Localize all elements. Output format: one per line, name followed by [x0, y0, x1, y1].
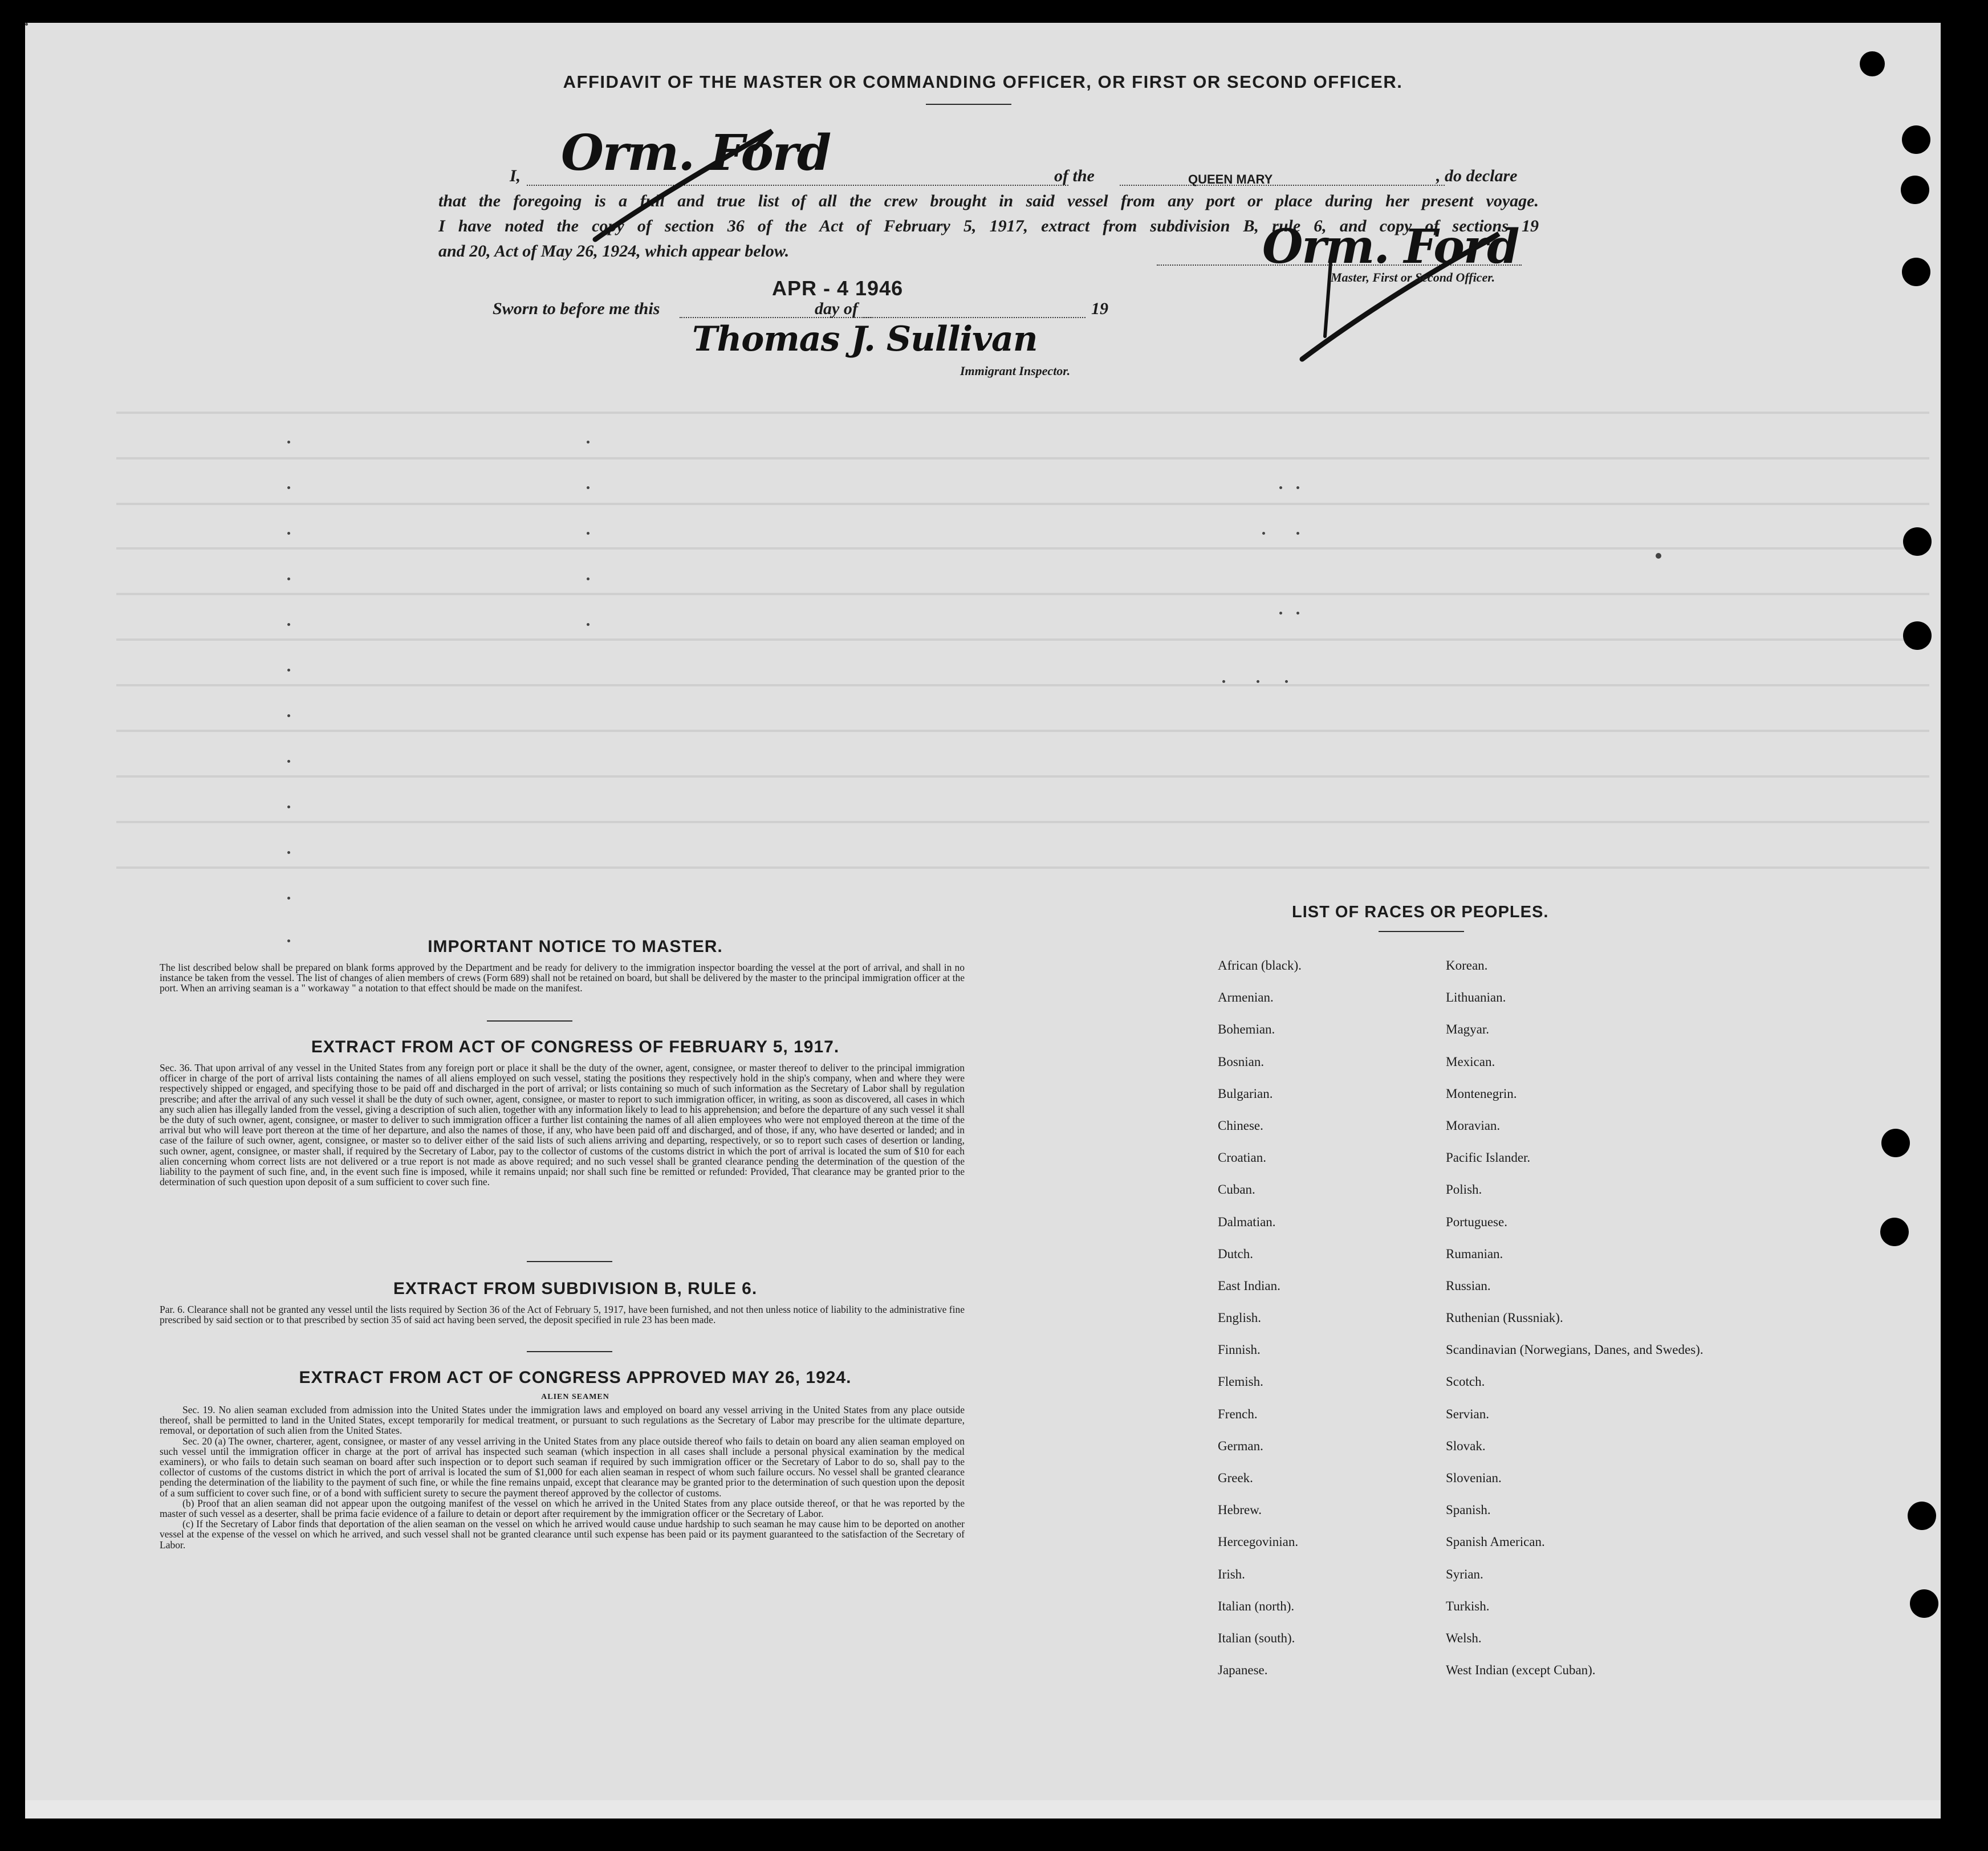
sec-20a-text: Sec. 20 (a) The owner, charterer, agent, consignee, or master of any vessel arriving in the United States from any place outside thereof who fails to detain on board any alien seaman employed on such vessel until the immigration officer in charge at the port of arrival has inspected such seaman (which inspection in all cases shall include a personal physical examination by the medical examiners), or who fails to detain such seaman on board after such inspection or to deport such seaman if required by such immigration officer or the Secretary of Labor to do so, shall pay to the collector of customs of the customs district in which the port of arrival is located the sum of $1,000 for each alien seaman in respect of whom such failure occurs. No vessel shall be granted clearance pending the determination of the liability to the payment of such fine, or while the fine remains unpaid, except that clearance may be granted prior to the determination of such question upon the deposit of a sum sufficient to cover such fine, or of a bond with sufficient surety to secure the payment thereof approved by the collector of customs. — [160, 1435, 965, 1499]
sworn-prefix: Sworn to before me this — [493, 299, 660, 318]
dot-mark — [287, 577, 290, 580]
punch-hole — [1908, 1502, 1936, 1530]
race-item: Syrian. — [1446, 1567, 1483, 1581]
race-item: Servian. — [1446, 1406, 1490, 1421]
races-heading: LIST OF RACES OR PEOPLES. — [1292, 903, 1549, 921]
notice-heading: IMPORTANT NOTICE TO MASTER. — [428, 937, 723, 956]
race-item: Dutch. — [1218, 1246, 1253, 1261]
dot-mark — [1257, 680, 1259, 683]
dot-mark — [1222, 680, 1225, 683]
race-item: Italian (north). — [1218, 1598, 1295, 1613]
dot-mark — [287, 441, 290, 444]
affidavit-i: I, — [510, 166, 521, 185]
dot-mark — [287, 669, 290, 672]
dot-mark — [1296, 612, 1299, 615]
race-item: Korean. — [1446, 958, 1488, 973]
bleed-through-line — [116, 866, 1929, 869]
race-item: Ruthenian (Russniak). — [1446, 1311, 1563, 1325]
sworn-day-of: day of — [815, 299, 858, 318]
sworn-year: 19 — [1091, 299, 1108, 318]
dot-mark — [287, 851, 290, 854]
dot-mark — [1296, 486, 1299, 489]
race-item: Montenegrin. — [1446, 1086, 1517, 1101]
race-item: Scandinavian (Norwegians, Danes, and Swedes). — [1446, 1343, 1704, 1357]
dot-mark — [287, 623, 290, 626]
date-stamp: APR - 4 1946 — [772, 276, 904, 300]
race-item: Bulgarian. — [1218, 1086, 1273, 1101]
race-item: East Indian. — [1218, 1278, 1280, 1293]
dot-mark — [287, 897, 290, 900]
race-item: Irish. — [1218, 1567, 1245, 1581]
title-rule — [926, 104, 1011, 105]
dot-mark — [587, 486, 590, 489]
affidavit-line-4: and 20, Act of May 26, 1924, which appear below. — [438, 242, 790, 261]
punch-hole — [1881, 1129, 1910, 1157]
punch-hole — [1880, 1218, 1909, 1246]
inspector-signature: Thomas J. Sullivan — [692, 319, 1038, 359]
races-right-column — [1446, 950, 1704, 1686]
punch-hole — [1901, 176, 1929, 204]
bleed-through-line — [116, 593, 1929, 595]
affidavit-of-the: of the — [1054, 166, 1095, 185]
section-rule — [527, 1351, 612, 1352]
dot-mark — [587, 532, 590, 535]
race-item: French. — [1218, 1406, 1258, 1421]
race-item: Cuban. — [1218, 1182, 1255, 1197]
race-item: German. — [1218, 1438, 1263, 1453]
dot-mark — [287, 760, 290, 763]
sworn-month-blank — [863, 317, 1086, 318]
race-item: Turkish. — [1446, 1598, 1490, 1613]
race-item: Armenian. — [1218, 990, 1274, 1005]
ship-name: QUEEN MARY — [1188, 172, 1273, 186]
extract-1924-heading: EXTRACT FROM ACT OF CONGRESS APPROVED MAY 26, 1924. — [299, 1368, 852, 1387]
notice-text: The list described below shall be prepared on blank forms approved by the Department and be ready for delivery to the immigration inspector boarding the vessel at the port of arrival, and shall in no instance be taken from the vessel. The list of changes of alien members of crews (Form 689) shall not be retained on board, but shall be delivered by the master to the principal immigration officer at the port. When an arriving seaman is a " workaway " a notation to that effect should be made on the manifest. — [160, 962, 965, 994]
race-item: Scotch. — [1446, 1374, 1485, 1389]
bleed-through-line — [116, 730, 1929, 732]
extract-1917-text: Sec. 36. That upon arrival of any vessel in the United States from any foreign port or place it shall be the duty of the owner, agent, consignee, or master thereof to deliver to the principal immigration officer in charge of the port of arrival lists containing the names of all aliens employed on such vessel, stating the positions they respectively hold in the ship's company, when and where they were respectively shipped or engaged, and specifying those to be paid off and discharged in the port of arrival; or lists containing so much of such information as the Secretary of Labor shall by regulation prescribe; and after the arrival of any such vessel it shall be the duty of such owner, agent, consignee, or master to report to such immigration officer, in writing, as soon as discovered, all cases in which any such alien has illegally landed from the vessel, giving a description of such alien, together with any information likely to lead to his apprehension; and before the departure of any such vessel it shall be the duty of such owner, agent, consignee, or master to deliver to such immigration officer a further list containing the names of all alien employees who were not employed thereon at the time of the arrival but who will leave port thereon at the time of her departure, and also the names of those, if any, who have been paid off and discharged, and of those, if any, who have deserted or landed; and in case of the failure of such owner, agent, consignee, or master so to deliver either of the said lists of such aliens arriving and departing, respectively, or so to report such cases of desertion or landing, such owner, agent, consignee, or master shall, if required by the Secretary of Labor, pay to the collector of customs of the customs district in which the port of arrival is located the sum of $10 for each alien concerning whom correct lists are not delivered or a true report is not made as above required; and no such vessel shall be granted clearance pending the determination of the question of the liability to the payment of such fine, and, in the event such fine is imposed, while it remains unpaid; nor shall such fine be remitted or refunded: Provided, That clearance may be granted prior to the determination of such question upon deposit of a sum sufficient to cover such fine. — [160, 1062, 965, 1188]
dot-mark — [1285, 680, 1288, 683]
extract-rule6-text: Par. 6. Clearance shall not be granted any vessel until the lists required by Section 36 of the Act of February 5, 1917, have been furnished, and not then unless notice of liability to the administrative fine prescribed by said section or to that prescribed by section 35 of said act having been served, the deposit specified in rule 23 has been made. — [160, 1304, 965, 1326]
bleed-through-line — [116, 684, 1929, 686]
dot-mark — [1656, 553, 1661, 559]
race-item: Welsh. — [1446, 1630, 1482, 1645]
bleed-through-line — [116, 503, 1929, 505]
race-item: English. — [1218, 1311, 1262, 1325]
race-item: Portuguese. — [1446, 1214, 1507, 1229]
dot-mark — [1262, 532, 1265, 535]
race-item: Spanish. — [1446, 1503, 1491, 1518]
punch-hole — [1903, 527, 1932, 556]
race-item: Russian. — [1446, 1278, 1491, 1293]
sec-20b-text: (b) Proof that an alien seaman did not appear upon the outgoing manifest of the vessel on which he arrived in the United States from any place outside thereof, or that he was reported by the master of such vessel as a deserter, shall be prima facie evidence of a failure to detain or deport after requirement by the immigration officer or the Secretary of Labor. — [160, 1497, 965, 1520]
race-item: Croatian. — [1218, 1150, 1266, 1165]
race-item: Mexican. — [1446, 1054, 1495, 1069]
affidavit-do-declare: , do declare — [1436, 166, 1518, 185]
race-item: Flemish. — [1218, 1374, 1263, 1389]
dot-mark — [287, 806, 290, 808]
races-rule — [1379, 931, 1464, 932]
bleed-through-line — [116, 775, 1929, 778]
bleed-through-line — [116, 457, 1929, 459]
dot-mark — [587, 623, 590, 626]
race-item: Spanish American. — [1446, 1535, 1545, 1549]
punch-hole — [1902, 125, 1930, 154]
race-item: Hebrew. — [1218, 1503, 1262, 1518]
race-item: Hercegovinian. — [1218, 1535, 1299, 1549]
dot-mark — [1296, 532, 1299, 535]
race-item: West Indian (except Cuban). — [1446, 1663, 1596, 1678]
race-item: Dalmatian. — [1218, 1214, 1276, 1229]
dot-mark — [25, 23, 28, 26]
officer-caption: Master, First or Second Officer. — [1331, 270, 1495, 284]
race-item: Slovenian. — [1446, 1471, 1502, 1485]
dot-mark — [287, 714, 290, 717]
punch-hole — [1860, 51, 1885, 76]
document-page — [25, 23, 1941, 1819]
affidavit-title: AFFIDAVIT OF THE MASTER OR COMMANDING OFFICER, OR FIRST OR SECOND OFFICER. — [563, 72, 1403, 92]
race-item: Moravian. — [1446, 1118, 1501, 1133]
punch-hole — [1903, 621, 1932, 650]
bleed-through-line — [116, 638, 1929, 641]
affidavit-line-2: that the foregoing is a full and true list of all the crew brought in said vessel from any port or place during her present voyage. — [438, 192, 1539, 210]
race-item: Bohemian. — [1218, 1022, 1275, 1037]
race-item: Japanese. — [1218, 1663, 1268, 1678]
race-item: Magyar. — [1446, 1022, 1490, 1037]
extract-1924-subheading: ALIEN SEAMEN — [541, 1393, 609, 1401]
dot-mark — [1279, 612, 1282, 615]
race-item: Rumanian. — [1446, 1246, 1503, 1261]
extract-rule6-heading: EXTRACT FROM SUBDIVISION B, RULE 6. — [393, 1279, 758, 1298]
race-item: Slovak. — [1446, 1438, 1486, 1453]
signature-stroke — [1291, 228, 1507, 365]
bleed-through-line — [116, 821, 1929, 823]
signature-stroke — [590, 125, 795, 245]
extract-1924-body — [160, 1405, 965, 1550]
punch-hole — [1910, 1589, 1938, 1618]
dot-mark — [287, 486, 290, 489]
bleed-through-line — [116, 412, 1929, 414]
affidavit-line-3: I have noted the copy of section 36 of the Act of February 5, 1917, extract from subdivision B, rule 6, and copy of sections 19 — [438, 217, 1539, 235]
sec-19-text: Sec. 19. No alien seaman excluded from admission into the United States under the immigration laws and employed on board any vessel arriving in the United States from any place outside thereof, shall be permitted to land in the United States, except temporarily for medical treatment, or pursuant to such regulations as the Secretary of Labor may prescribe for the ultimate departure, removal, or deportation of such alien from the United States. — [160, 1404, 965, 1437]
dot-mark — [587, 577, 590, 580]
master-signature-name-line: Orm. Ford — [561, 124, 831, 182]
race-item: Polish. — [1446, 1182, 1482, 1197]
race-item: Lithuanian. — [1446, 990, 1506, 1005]
races-left-column — [1218, 950, 1423, 1686]
dot-mark — [1279, 486, 1282, 489]
master-signature: Orm. Ford — [1262, 219, 1519, 274]
race-item: African (black). — [1218, 958, 1302, 973]
race-item: Pacific Islander. — [1446, 1150, 1531, 1165]
race-item: Bosnian. — [1218, 1054, 1265, 1069]
section-rule — [527, 1261, 612, 1262]
inspector-caption: Immigrant Inspector. — [960, 364, 1071, 378]
dot-mark — [587, 441, 590, 444]
race-item: Greek. — [1218, 1471, 1253, 1485]
race-item: Chinese. — [1218, 1118, 1263, 1133]
sec-20c-text: (c) If the Secretary of Labor finds that deportation of the alien seaman on the vessel on which he arrived would cause undue hardship to such seaman he may cause him to be deported on another vessel at the expense of the vessel on which he arrived, and such vessel shall not be granted clearance until such expense has been paid or its payment guaranteed to the satisfaction of the Secretary of Labor. — [160, 1518, 965, 1551]
race-item: Italian (south). — [1218, 1630, 1295, 1645]
race-item: Finnish. — [1218, 1343, 1261, 1357]
section-rule — [487, 1020, 572, 1022]
dot-mark — [287, 532, 290, 535]
punch-hole — [1902, 258, 1930, 286]
bleed-through-line — [116, 547, 1929, 550]
ship-blank — [1120, 185, 1445, 186]
extract-1917-heading: EXTRACT FROM ACT OF CONGRESS OF FEBRUARY 5, 1917. — [311, 1038, 840, 1056]
